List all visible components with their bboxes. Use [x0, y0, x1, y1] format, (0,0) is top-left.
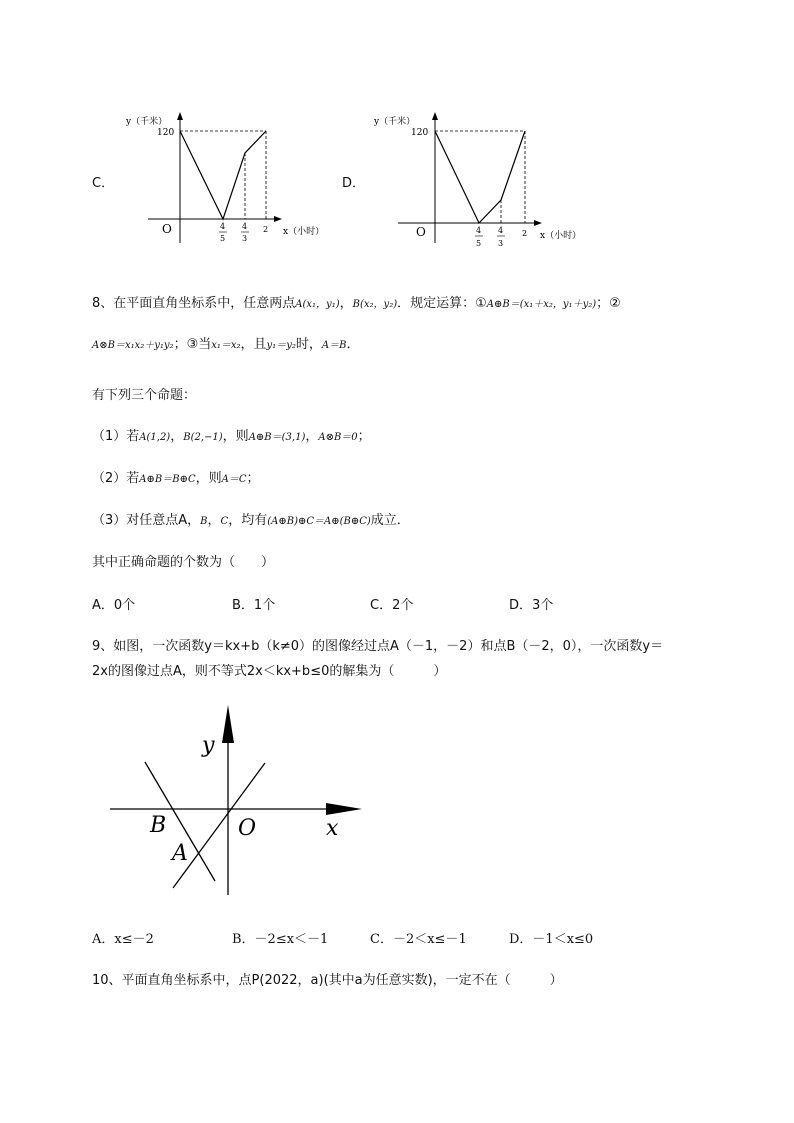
svg-text:4: 4 [242, 222, 248, 231]
x-axis-label: x [326, 816, 339, 841]
q8-line1: 8、在平面直角坐标系中，任意两点A(x₁，y₁)，B(x₂，y₂)．规定运算：①A⊕B＝(x₁＋x₂，y₁＋y₂)；② [92, 296, 621, 311]
x-axis-arrow [274, 216, 282, 222]
y-axis-arrow [177, 112, 183, 120]
y-tick-120: 120 [157, 128, 175, 138]
point-a-label: A [172, 841, 188, 866]
q8-intro: 有下列三个命题： [92, 388, 197, 403]
svg-text:2: 2 [522, 229, 528, 238]
q8-prop1: （1）若A(1,2)，B(2,−1)，则A⊕B＝(3,1)，A⊗B＝0； [92, 429, 371, 444]
x-axis-arrow [326, 803, 362, 815]
q9-option-a: A．x≤－2 [92, 932, 154, 947]
svg-text:4: 4 [220, 222, 226, 231]
y-axis-label: y [202, 733, 215, 758]
q8-prop2: （2）若A⊕B＝B⊕C，则A＝C； [92, 471, 260, 486]
q8-options [92, 594, 692, 612]
origin-label: O [416, 225, 426, 239]
option-c-label: C． [92, 176, 115, 191]
svg-text:3: 3 [242, 234, 248, 243]
q8-question: 其中正确命题的个数为（ ） [92, 555, 275, 570]
q9-option-c: C．－2＜x≤－1 [370, 932, 467, 947]
y-axis-label: y（千米） [374, 117, 416, 127]
q8-option-c: C．2个 [370, 598, 414, 613]
x-axis-label: x（小时） [540, 231, 582, 241]
q9-options [92, 928, 692, 946]
origin-label: O [238, 816, 257, 841]
graph-c-line [180, 131, 266, 219]
x-axis-label: x（小时） [283, 227, 325, 237]
q9-option-b: B．－2≤x＜－1 [232, 932, 329, 947]
svg-text:2: 2 [263, 225, 269, 234]
q8-option-b: B．1个 [232, 598, 276, 613]
graph-option-d [370, 108, 600, 253]
q9-line2: 2x的图像过点A，则不等式2x＜kx+b≤0的解集为（ ） [92, 664, 447, 679]
y-axis-label: y（千米） [126, 117, 168, 127]
q8-prop3: （3）对任意点A，B，C，均有(A⊕B)⊕C＝A⊕(B⊕C)成立． [92, 513, 410, 528]
y-tick-120: 120 [411, 128, 429, 138]
point-b-label: B [150, 813, 167, 838]
svg-text:4: 4 [476, 226, 482, 235]
svg-text:5: 5 [220, 234, 226, 243]
origin-label: O [162, 222, 172, 236]
q8-option-d: D．3个 [509, 598, 554, 613]
graph-d-line [435, 131, 525, 223]
q9-option-d: D．－1＜x≤0 [509, 932, 594, 947]
q9-line1: 9、如图，一次函数y＝kx+b（k≠0）的图像经过点A（－1，－2）和点B（－2，0），一次函数y＝ [92, 639, 664, 654]
q9-figure [100, 700, 380, 900]
svg-text:5: 5 [476, 239, 482, 248]
q8-line2: A⊗B＝x₁x₂＋y₁y₂；③当x₁＝x₂，且y₁＝y₂时，A＝B． [92, 337, 360, 352]
option-d-label: D． [342, 176, 366, 191]
q8-option-a: A．0个 [92, 598, 136, 613]
y-axis-arrow [222, 705, 234, 743]
svg-text:3: 3 [498, 239, 504, 248]
q10-text: 10、平面直角坐标系中，点P(2022，a)(其中a为任意实数)，一定不在（ ） [92, 973, 563, 988]
graph-option-c [120, 108, 340, 253]
svg-text:4: 4 [498, 226, 504, 235]
